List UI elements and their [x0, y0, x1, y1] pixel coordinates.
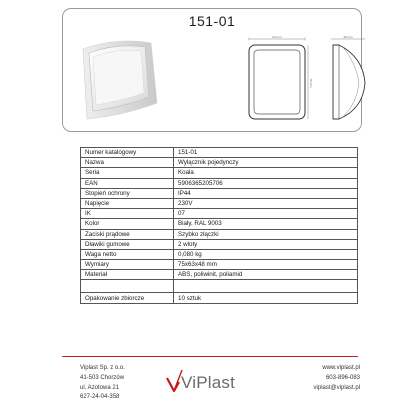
- spec-label: Materiał: [81, 270, 174, 280]
- spec-value: Wyłącznik pojedynczy: [174, 158, 358, 168]
- spec-label: IK: [81, 209, 174, 219]
- spec-value: 07: [174, 209, 358, 219]
- spec-row: [81, 260, 358, 270]
- spec-row: [81, 249, 358, 259]
- spec-row: [81, 158, 358, 168]
- address-city: 41-503 Chorzów: [80, 374, 125, 381]
- front-height-dimension: 75 mm: [309, 78, 313, 88]
- company-phone-left: 627-24-04-358: [80, 394, 120, 401]
- spec-row: [81, 148, 358, 158]
- logo-wordmark: ViPlast: [181, 373, 236, 392]
- spec-label: Napięcie: [81, 198, 174, 208]
- front-view-drawing: [243, 35, 311, 123]
- spec-value: Szybko złączki: [174, 229, 358, 239]
- spec-value: Biały, RAL 9003: [174, 219, 358, 229]
- spec-label: Waga netto: [81, 249, 174, 259]
- depth-dimension: 48 mm: [343, 35, 353, 39]
- spec-label: Opakowanie zbiorcze: [81, 293, 174, 303]
- spec-label: Wymiary: [81, 260, 174, 270]
- spec-row: [81, 239, 358, 249]
- spec-row: [81, 270, 358, 280]
- spec-value: 5906365205706: [174, 178, 358, 188]
- spec-row: [81, 229, 358, 239]
- spec-row: [81, 209, 358, 219]
- company-phone-right: 603-896-083: [325, 374, 360, 381]
- spec-value: [174, 280, 358, 293]
- spec-value: 10 sztuk: [174, 293, 358, 303]
- spec-row: [81, 168, 358, 178]
- spec-row: [81, 219, 358, 229]
- spec-row: [81, 280, 358, 293]
- spec-value: 75x63x48 mm: [174, 260, 358, 270]
- spec-label: Nazwa: [81, 158, 174, 168]
- spec-value: 230V: [174, 198, 358, 208]
- specifications-table: [80, 147, 358, 304]
- spec-label: [81, 280, 174, 293]
- spec-row: [81, 178, 358, 188]
- footer-divider: [62, 356, 358, 357]
- product-photo: [73, 35, 163, 125]
- spec-row: [81, 188, 358, 198]
- spec-value: 2 wloty: [174, 239, 358, 249]
- spec-label: Seria: [81, 168, 174, 178]
- spec-label: EAN: [81, 178, 174, 188]
- company-contact: [314, 364, 360, 393]
- spec-value: IP44: [174, 188, 358, 198]
- spec-value: ABS, poliwinit, poliamid: [174, 270, 358, 280]
- spec-value: 0,080 kg: [174, 249, 358, 259]
- email-link[interactable]: viplast@viplast.pl: [313, 384, 360, 391]
- address-street: ul. Azotowa 21: [80, 384, 120, 391]
- front-width-dimension: 63 mm: [272, 35, 282, 39]
- company-address: [80, 364, 125, 403]
- spec-label: Dławiki gumowe: [81, 239, 174, 249]
- viplast-logo: [165, 366, 245, 394]
- product-header-box: [62, 8, 362, 132]
- spec-label: Stopień ochrony: [81, 188, 174, 198]
- spec-label: Numer katalogowy: [81, 148, 174, 158]
- spec-row: [81, 198, 358, 208]
- spec-label: Zaciski prądowe: [81, 229, 174, 239]
- spec-row: [81, 293, 358, 303]
- product-code: 151-01: [188, 13, 236, 29]
- website-link[interactable]: www.viplast.pl: [322, 365, 360, 371]
- spec-value: 151-01: [174, 148, 358, 158]
- company-name: Viplast Sp. z o.o.: [80, 365, 125, 371]
- side-view-drawing: [329, 35, 369, 123]
- spec-value: Koala: [174, 168, 358, 178]
- spec-label: Kolor: [81, 219, 174, 229]
